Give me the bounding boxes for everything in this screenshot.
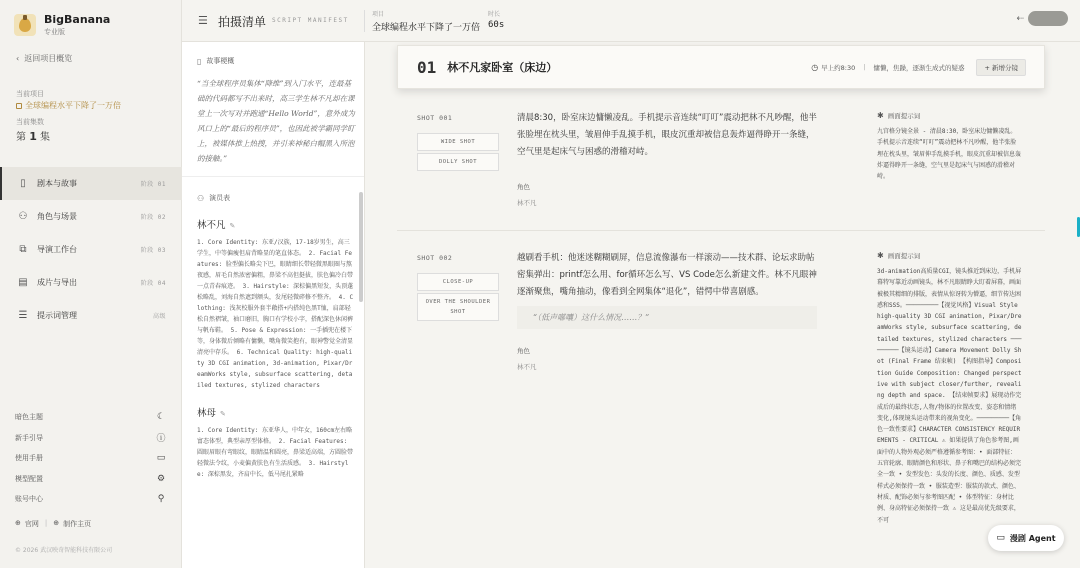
scene-mood: 慵懒，焦躁，逐渐生成式的疑惑: [873, 63, 965, 72]
banana-logo-icon: [14, 14, 36, 36]
shot-row[interactable]: [397, 231, 1045, 568]
shot-type-tag[interactable]: OVER THE SHOULDER SHOT: [417, 293, 499, 321]
role-label: 角色: [517, 183, 530, 191]
clock-icon: ◷: [811, 62, 819, 72]
scene-header: [397, 45, 1045, 89]
prompt-label: ✱ 画面提示词: [877, 251, 921, 260]
chat-bubble-icon: ▭: [996, 533, 1005, 543]
film-icon: ▤: [18, 277, 28, 288]
dark-theme-toggle[interactable]: 暗色主题 ☾: [15, 412, 166, 423]
shot-description[interactable]: 清晨8:30，卧室床边慵懒凌乱。手机提示音连续“叮叮”震动把林不凡吵醒，他半张脸埋在枕头里，皱眉伸手乱摸手机，眼皮沉重却被信息轰炸逼得睁开一条缝，空气里是起床气与困惑的滑稽对峙。: [517, 113, 817, 157]
prompt-label: ✱ 画面提示词: [877, 111, 921, 120]
nav-item-director[interactable]: ⧉ 导演工作台 阶段 03: [0, 233, 182, 266]
shot-row[interactable]: [397, 100, 1045, 231]
edit-icon[interactable]: ✎: [220, 410, 226, 418]
shot-description[interactable]: 越刷看手机：他迷迷糊糊刷屏，信息流像瀑布一样滚动——技术群、论坛求助帖密集弹出：printf怎么用、for循环怎么写、VS Code怎么新建文件。林不凡眼神逐渐聚焦，嘴角抽动，像看到全网集体“退化”，错愕中带喜剧感。: [517, 253, 817, 297]
nav-item-script[interactable]: ▯ 剧本与故事 阶段 01: [0, 167, 182, 200]
cast-heading: ⚇ 演员表: [197, 193, 231, 203]
list-icon: ☰: [18, 310, 28, 321]
document-icon: ▯: [197, 56, 202, 66]
role-label: 角色: [517, 347, 530, 355]
arrow-left-icon[interactable]: ⇠: [1016, 14, 1024, 24]
duration-field: 时长 60s: [488, 11, 505, 30]
project-icon: [16, 103, 22, 109]
brand-plan: 专业版: [44, 28, 65, 36]
plus-icon: +: [984, 63, 992, 72]
nav-item-export[interactable]: ▤ 成片与导出 阶段 04: [0, 266, 182, 299]
user-icon: ⚲: [157, 494, 165, 505]
scene-meta: ◷ 早上约8:30 | 慵懒，焦躁，逐渐生成式的疑惑 + 新增分镜: [811, 59, 1044, 76]
dialogue-line[interactable]: “（低声嘟囔）这什么情况……？”: [517, 306, 817, 329]
current-project-name: 全球编程水平下降了一万倍: [16, 100, 121, 111]
moon-icon: ☾: [156, 412, 166, 423]
palette-icon: ✱: [877, 111, 884, 120]
brand[interactable]: [14, 13, 110, 37]
scene-title: 林不凡家卧室（床边）: [447, 61, 558, 74]
footer-links: ⊕ 官网 | ⊕ 制作主页: [15, 519, 92, 528]
manual-link[interactable]: 使用手册 ▭: [15, 453, 166, 464]
prompt-text[interactable]: 3d-animation高质量CGI，镜头推近到床边，手机屏幕特写靠近动画镜头，林不凡眼睛睁大盯着屏幕，画面被极其精细的排版，表情从惊讶转为懵逼，细节传达困惑和SSS。─────────【视觉风格】Visual Style high-quality 3D CGI animation, Pixar/DreamWorks style, subsurface scattering, detailed textures, stylized characters ─────────【镜头运动】Camera Movement Dolly Shot (Final Frame 结束帧) 【构图指导】Composition Guide Composition: Changed perspective with subject closer/further, revealing depth and space. 【结束帧要求】展现动作完成后的最终状态,人物/物体的位置改变、姿态和情绪变化,体现镜头运动带来的视角变化。─────────【角色一致性要求】CHARACTER CONSISTENCY REQUIREMENTS - CRITICAL ⚠ 如果提供了角色参考图,画面中的人物外观必须严格遵循参考图：• 面部特征：五官轮廓、眼睛颜色和形状、鼻子和嘴巴的结构必须完全一致 • 发型发色：头发的长度、颜色、质感、发型样式必须保持一致 • 服装造型：服装的款式、颜色、材质、配饰必须与参考图匹配 • 体型特征：身材比例、身高特征必须保持一致 ⚠ 这是最高优先级要求，不可: [877, 268, 1022, 524]
gear-icon: ⚙: [156, 473, 166, 484]
menu-icon[interactable]: ☰: [198, 14, 208, 27]
synopsis-text: “当全球程序员集体“降维”到入门水平，连最基础的代码都写不出来时，高三学生林不凡却在课堂上一次写对并跑通“Hello World”，意外成为风口上的“最后的程序员”，也因此被学霸同学盯上，被媒体推上热搜，并引来神秘白帽黑入所泡的接触。”: [197, 79, 355, 163]
palette-icon: ✱: [877, 251, 884, 260]
users-icon: ⚇: [197, 193, 205, 203]
character-card[interactable]: [197, 217, 355, 391]
divider: [182, 176, 365, 177]
divider: [364, 10, 365, 32]
scrollbar[interactable]: [359, 192, 363, 302]
project-field: 项目 全球编程水平下降了一万倍: [372, 11, 481, 33]
shot-type-tag[interactable]: WIDE SHOT: [417, 133, 499, 151]
account-center-link[interactable]: 账号中心 ⚲: [0, 489, 182, 510]
add-shot-button[interactable]: + 新增分镜: [976, 59, 1026, 76]
copyright: © 2026 武汉映奇智能科技有限公司: [15, 547, 113, 554]
shot-type-tag[interactable]: CLOSE-UP: [417, 273, 499, 291]
scene-number: 01: [417, 57, 437, 77]
website-link[interactable]: 官网: [24, 520, 39, 528]
onboarding-link[interactable]: 新手引导 ⓘ: [0, 428, 182, 449]
role-value[interactable]: 林不凡: [517, 199, 537, 207]
story-panel: [182, 42, 365, 568]
page-title: 拍摄清单: [218, 15, 267, 29]
current-episode-label: 当前集数: [16, 118, 44, 126]
blurred-action-button[interactable]: [1028, 11, 1068, 26]
nav-item-prompts[interactable]: ☰ 提示词管理 高级: [0, 299, 182, 332]
shot-tag: SHOT 002: [417, 254, 453, 262]
character-description: 1. Core Identity: 东亚/汉族，17-18岁男生，高三学生，中等偏瘦但肩背略显的笔直体态。 2. Facial Features: 脸型偏长略尖下巴，眼睛细长带轻微黑眼圈与熬夜感，眉毛自然浓密偏粗，鼻梁不高但挺拔，肤色偏冷白带一点青春痕迹。 3. Hairstyle: 深棕偏黑短发，头顶蓬松略乱，刘海自然遮到额头，发尾轻微碎修不整齐。 4. Clothing: 浅灰校服外套半敞搭+内搭纯色黑T恤，肩部轻松自然褶皱，袖口磨旧，胸口有学校小字，搭配深色休闲裤与帆布鞋。 5. Pose & Expression: 一手插兜在楼下等，身体微后倾略有慵懒，嘴角微笑抱有，眼神警觉全清显清亮中存乐。 6. Technical Quality: high-quality 3D CGI animation, 3d-animation, Pixar/DreamWorks style, subsurface scattering, detailed textures, stylized characters: [197, 239, 354, 389]
agent-button[interactable]: ▭ 漫剧 Agent: [988, 525, 1064, 551]
help-icon: ⓘ: [156, 434, 166, 445]
main-content: [365, 42, 1080, 568]
edit-icon[interactable]: ✎: [229, 222, 236, 230]
character-card[interactable]: [197, 405, 355, 480]
users-icon: ⚇: [18, 211, 28, 222]
sidebar: [0, 0, 182, 568]
clapper-icon: ⧉: [19, 244, 27, 255]
globe-icon: ⊕: [15, 519, 21, 527]
current-episode-value: 第 1 集: [16, 130, 51, 143]
top-bar: [182, 0, 1080, 42]
synopsis-heading: ▯ 故事梗概: [197, 56, 235, 66]
home-icon: ⊕: [53, 519, 60, 527]
chevron-left-icon: ‹: [16, 54, 25, 63]
back-to-project-link[interactable]: ‹ 返回项目概览: [16, 54, 73, 63]
page-subtitle: SCRIPT MANIFEST: [272, 17, 349, 24]
character-name: 林不凡 ✎: [197, 220, 236, 231]
creator-page-link[interactable]: 制作主页: [63, 520, 92, 528]
nav-item-characters[interactable]: ⚇ 角色与场景 阶段 02: [0, 200, 182, 233]
role-value[interactable]: 林不凡: [517, 363, 537, 371]
scene-time: 早上约8:30: [821, 63, 856, 72]
utility-menu: [0, 407, 182, 510]
brand-name: BigBanana: [44, 13, 111, 26]
document-icon: ▯: [20, 178, 26, 189]
shot-tag: SHOT 001: [417, 114, 453, 122]
prompt-text[interactable]: 九宫格分镜全景 - 清晨8:30，卧室床边慵懒凌乱。手机提示音连续“叮叮”震动把林不凡吵醒，他半张脸埋在枕头里，皱眉伸手乱摸手机，眼皮沉重却被信息轰炸逼得睁开一条缝，空气里是起床气与困惑的滑稽对峙。: [877, 128, 1022, 181]
model-config-link[interactable]: 模型配置 ⚙: [15, 473, 166, 484]
main-nav: [0, 167, 182, 332]
character-name: 林母 ✎: [197, 408, 226, 419]
shot-type-tag[interactable]: DOLLY SHOT: [417, 153, 499, 171]
current-project-label: 当前项目: [16, 90, 44, 98]
book-icon: ▭: [156, 453, 166, 464]
character-description: 1. Core Identity: 东亚华人，中年女，160cm左右略富态体型，典型亲厚型体格。 2. Facial Features: 圆眼眉眼有弯眼纹，眼睛温和圆亮，鼻梁适高端，方圆脸带轻微法令纹，小麦偏黄肤色有生活质感。 3. Hairstyle: 深棕黑发，齐肩中长，低马尾扎紧略: [197, 427, 354, 478]
